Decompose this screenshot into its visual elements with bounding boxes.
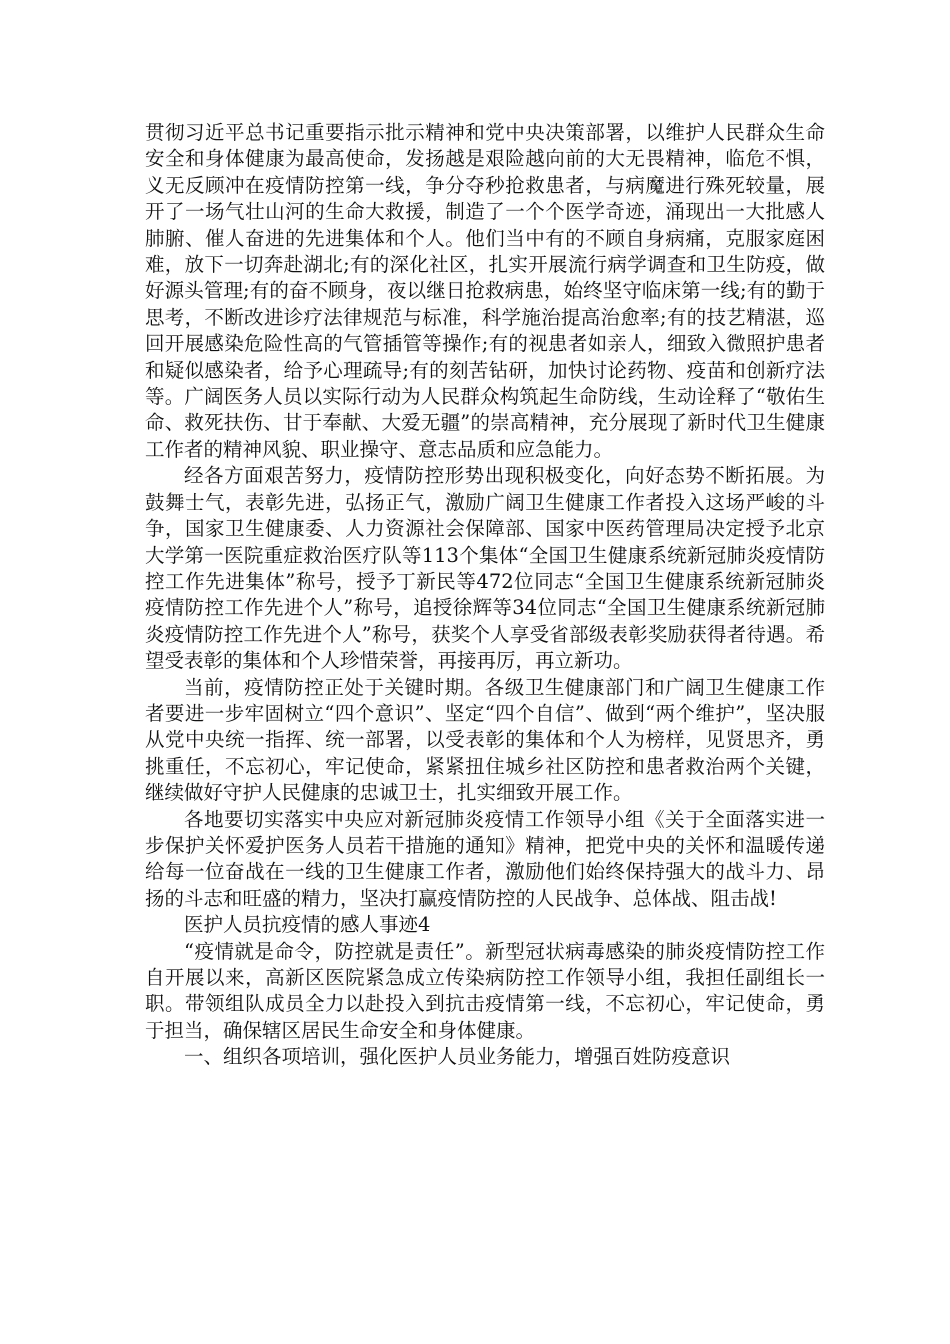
subheading-1: 一、组织各项培训，强化医护人员业务能力，增强百姓防疫意识 xyxy=(184,1045,731,1069)
document-body xyxy=(145,120,825,1071)
paragraph-4: 各地要切实落实中央应对新冠肺炎疫情工作领导小组《关于全面落实进一步保护关怀爱护医务人员若干措施的通知》精神，把党中央的关怀和温暖传递给每一位奋战在一线的卫生健康工作者，激励他们始终保持强大的战斗力、昂扬的斗志和旺盛的精力，坚决打赢疫情防控的人民战争、总体战、阻击战! xyxy=(145,807,825,910)
paragraph-6: “疫情就是命令，防控就是责任”。新型冠状病毒感染的肺炎疫情防控工作自开展以来，高新区医院紧急成立传染病防控工作领导小组，我担任副组长一职。带领组队成员全力以赴投入到抗击疫情第一线，不忘初心，牢记使命，勇于担当，确保辖区居民生命安全和身体健康。 xyxy=(145,939,825,1042)
section-title-story-4: 医护人员抗疫情的感人事迹4 xyxy=(184,913,431,937)
paragraph-1: 贯彻习近平总书记重要指示批示精神和党中央决策部署，以维护人民群众生命安全和身体健康为最高使命，发扬越是艰险越向前的大无畏精神，临危不惧，义无反顾冲在疫情防控第一线，争分夺秒抢救患者，与病魔进行殊死较量，展开了一场气壮山河的生命大救援，制造了一个个医学奇迹，涌现出一大批感人肺腑、催人奋进的先进集体和个人。他们当中有的不顾自身病痛，克服家庭困难，放下一切奔赴湖北;有的深化社区，扎实开展流行病学调查和卫生防疫，做好源头管理;有的奋不顾身，夜以继日抢救病患，始终坚守临床第一线;有的勤于思考，不断改进诊疗法律规范与标准，科学施治提高治愈率;有的技艺精湛，巡回开展感染危险性高的气管插管等操作;有的视患者如亲人，细致入微照护患者和疑似感染者，给予心理疏导;有的刻苦钻研，加快讨论药物、疫苗和创新疗法等。广阔医务人员以实际行动为人民群众构筑起生命防线，生动诠释了“敬佑生命、救死扶伤、甘于奉献、大爱无疆”的崇高精神，充分展现了新时代卫生健康工作者的精神风貌、职业操守、意志品质和应急能力。 xyxy=(145,121,825,461)
paragraph-2: 经各方面艰苦努力，疫情防控形势出现积极变化，向好态势不断拓展。为鼓舞士气，表彰先进，弘扬正气，激励广阔卫生健康工作者投入这场严峻的斗争，国家卫生健康委、人力资源社会保障部、国家中医药管理局决定授予北京大学第一医院重症救治医疗队等113个集体“全国卫生健康系统新冠肺炎疫情防控工作先进集体”称号，授予丁新民等472位同志“全国卫生健康系统新冠肺炎疫情防控工作先进个人”称号，追授徐辉等34位同志“全国卫生健康系统新冠肺炎疫情防控工作先进个人”称号，获奖个人享受省部级表彰奖励获得者待遇。希望受表彰的集体和个人珍惜荣誉，再接再厉，再立新功。 xyxy=(145,464,825,673)
paragraph-3: 当前，疫情防控正处于关键时期。各级卫生健康部门和广阔卫生健康工作者要进一步牢固树立“四个意识”、坚定“四个自信”、做到“两个维护”，坚决服从党中央统一指挥、统一部署，以受表彰的集体和个人为榜样，见贤思齐，勇挑重任，不忘初心，牢记使命，紧紧扭住城乡社区防控和患者救治两个关键，继续做好守护人民健康的忠诚卫士，扎实细致开展工作。 xyxy=(145,675,825,805)
